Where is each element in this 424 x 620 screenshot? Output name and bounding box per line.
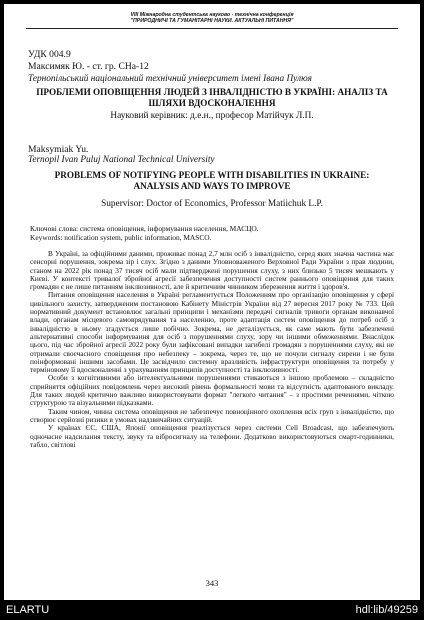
conference-header (4, 12, 420, 24)
article-body (30, 250, 394, 449)
document-page (4, 4, 420, 600)
title-en: PROBLEMS OF NOTIFYING PEOPLE WITH DISABILITIES IN UKRAINE: ANALYSIS AND WAYS TO IMPROVE (54, 170, 370, 191)
paragraph: В Україні, за офіційними даними, проживає понад 2,7 млн осіб з інвалідністю, серед яких значна частина має сенсорні порушення, зокрема зір і слух. Згідно з даними Уповноваженого Верховної Ради України з прав людини, станом на 2022 рік понад 37 тисяч осіб мали підтверджені порушення слуху, з них близько 5 тисяч мешкають у Києві. У контексті тривалої збройної агресії забезпечення доступності систем раннього оповіщення для таких громадян є не лише питанням інклюзивності, але й критичним чинником збереження життя і здоров'я. (30, 249, 394, 292)
author-en: Maksymiak Yu. (28, 144, 89, 155)
university-ua: Тернопільський національний технічний університет імені Івана Пулюя (28, 74, 312, 84)
paragraph: Питання оповіщення населення в Україні регламентується Положенням про організацію оповіщення у сфері цивільного захисту, затвердженим постановою Кабінету Міністрів України від 27 вересня 2017 року № 733. Цей нормативний документ встановлює загальні принципи і механізми передачі сигналів тривоги органам виконавчої влади, органам місцевого самоврядування та населенню, проте адаптація систем оповіщення до потреб осіб з інвалідністю в ньому згадується лише побічно. Зокрема, не деталізується, як саме мають бути забезпечені альтернативні способи інформування для осіб з порушеннями слуху, зору чи іншими обмеженнями. Внаслідок цього, під час збройної агресії 2022 року були зафіксовані випадки загибелі громадян з порушеннями слуху, які не отримали своєчасного сповіщення про небезпеку – зокрема, через те, що не почули сигналу сирени і не були поінформовані іншими засобами. Це засвідчило системну вразливість інфраструктури оповіщення та потребу у терміновому її вдосконаленні з урахуванням принципів доступності та інклюзивності. (30, 290, 394, 375)
page-number: 343 (205, 578, 219, 588)
keywords-en: Keywords: notification system, public information, MASCO. (30, 233, 212, 242)
handle-id: hdl:lib/49259 (355, 604, 418, 616)
repository-name: ELARTU (6, 604, 50, 616)
conference-header-line2: "ПРИРОДНИЧІ ТА ГУМАНІТАРНІ НАУКИ. АКТУАЛЬНІ ПИТАННЯ" (130, 18, 294, 24)
conference-header-line1: VIII Міжнародна студентська науково - технічна конференція (130, 12, 294, 18)
udk-code: УДК 004.9 (28, 49, 71, 60)
supervisor-ua: Науковий керівник: д.е.н., професор Матійчук Л.П. (110, 111, 314, 121)
university-en: Ternopil Ivan Puluj National Technical University (28, 155, 215, 165)
supervisor-en: Supervisor: Doctor of Economics, Professor Matiichuk L.P. (101, 199, 323, 209)
footer-bar (0, 600, 424, 620)
paragraph: У країнах ЄС, США, Японії оповіщення реалізується через системи Cell Broadcast, що забезпечують одночасне надсилання тексту, звуку та вібросигналу на телефони. Додатково використовуються смарт-годинники, табло, світлові (30, 423, 394, 449)
paragraph: Таким чином, чинна система оповіщення не забезпечує повноцінного охоплення всіх груп з інвалідністю, що створює серйозні ризики в умовах надзвичайних ситуацій. (30, 406, 394, 424)
paragraph: Особи з когнітивними або інтелектуальними порушеннями стикаються з іншою проблемою – складністю сприйняття офіційних повідомлень через високий рівень формальності мови та відсутність адаптованого викладу. Для таких людей критично важливо використовувати формат "легкого читання" – з простими реченнями, чіткою структурою та візуальними підказками. (30, 373, 394, 408)
title-ua: ПРОБЛЕМИ ОПОВІЩЕННЯ ЛЮДЕЙ З ІНВАЛІДНІСТЮ В УКРАЇНІ: АНАЛІЗ ТА ШЛЯХИ ВДОСКОНАЛЕННЯ (36, 87, 388, 108)
author-ua: Максимяк Ю. - ст. гр. СНа-12 (28, 61, 149, 72)
keywords-ua: Ключові слова: система оповіщення, інформування населення, МАСЦО. (30, 224, 259, 233)
header-rule (26, 28, 398, 29)
